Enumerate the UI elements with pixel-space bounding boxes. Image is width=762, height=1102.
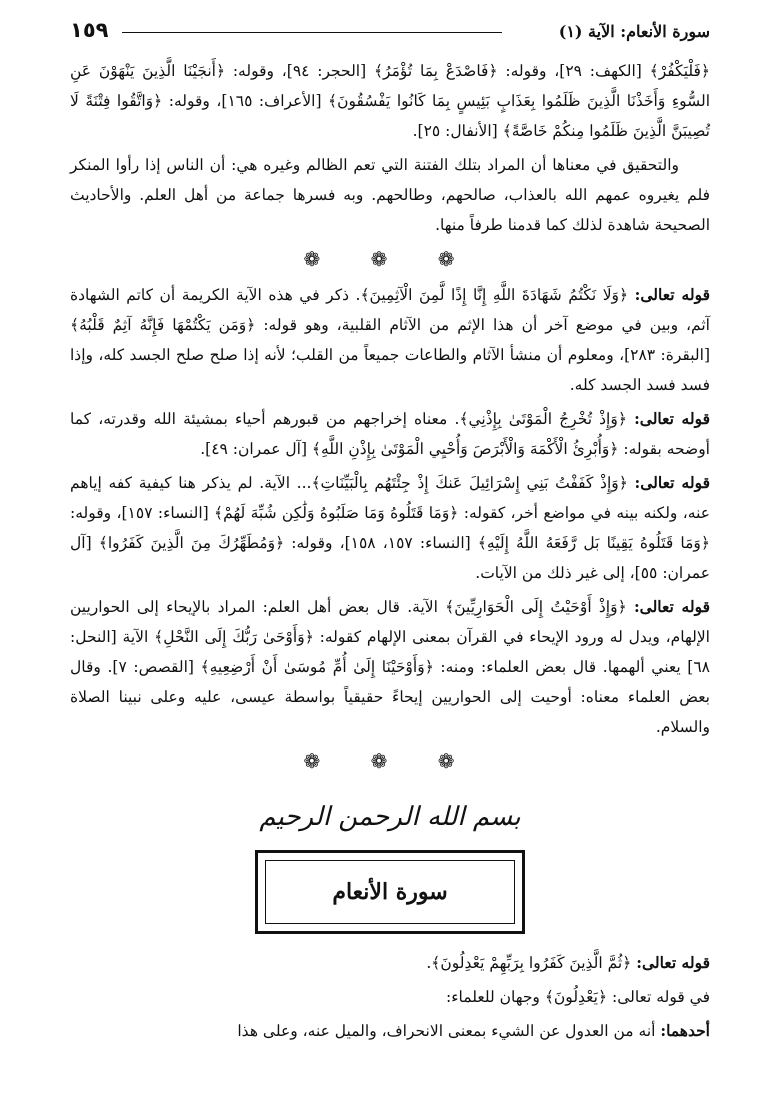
paragraph-hawariyyin	[70, 592, 710, 742]
paragraph-mawta	[70, 404, 710, 464]
paragraph-ahaduhuma	[70, 1016, 710, 1046]
paragraph-text: ﴿وَإِذْ أَوْحَيْتُ إِلَى الْحَوَارِيِّينَ﴾ الآية. قال بعض أهل العلم: المراد بالإيحاء إلى الحواريين الإلهام، ويدل له ورود الإيحاء في القرآن بمعنى الإلهام كقوله: ﴿وَأَوْحَىٰ رَبُّكَ إِلَى النَّحْلِ﴾ الآية [النحل: ٦٨] يعني ألهمها. قال بعض العلماء: ومنه: ﴿وَأَوْحَيْنَا إِلَىٰ أُمِّ مُوسَىٰ أَنْ أَرْضِعِيهِ﴾ [القصص: ٧]. وقال بعض العلماء معناه: أوحيت إلى الحواريين إيحاءً حقيقياً بواسطة عيسى، عليه وعلى نبينا الصلاة والسلام.	[70, 598, 710, 736]
paragraph-text: أنه من العدول عن الشيء بمعنى الانحراف، والميل عنه، وعلى هذا	[237, 1022, 661, 1040]
page-header	[70, 18, 710, 56]
paragraph-lead: قوله تعالى:	[634, 473, 710, 492]
paragraph-lead: قوله تعالى:	[636, 953, 710, 972]
separator-ornament: ❁ ❁ ❁	[303, 749, 477, 773]
paragraph-text: والتحقيق في معناها أن المراد بتلك الفتنة التي تعم الظالم وغيره هي: أن الناس إذا رأوا المنكر فلم يغيروه عمهم الله بالعذاب، صالحهم، وطالحهم. وبه فسرها جماعة من أهل العلم. والأحاديث الصحيحة شاهدة لذلك كما قدمنا طرفاً منها.	[70, 156, 710, 234]
paragraph-text: ﴿ثُمَّ الَّذِينَ كَفَرُوا بِرَبِّهِمْ يَعْدِلُونَ﴾.	[426, 954, 637, 972]
paragraph-fitna	[70, 150, 710, 240]
page-number: ١٥٩	[70, 18, 109, 42]
paragraph-lead: قوله تعالى:	[634, 285, 710, 304]
paragraph-lead: قوله تعالى:	[634, 409, 710, 428]
surah-title: سورة الأنعام	[332, 879, 448, 905]
surah-title-frame	[255, 850, 525, 934]
paragraph-wajhan	[70, 982, 710, 1012]
running-title: سورة الأنعام: الآية (١)	[558, 22, 710, 41]
separator-ornament: ❁ ❁ ❁	[303, 247, 477, 271]
paragraph-kafaftu	[70, 468, 710, 588]
paragraph-text: ﴿فَلْيَكْفُرْ﴾ [الكهف: ٢٩]، وقوله: ﴿فَاصْدَعْ بِمَا تُؤْمَرُ﴾ [الحجر: ٩٤]، وقوله: ﴿أَنجَيْنَا الَّذِينَ يَنْهَوْنَ عَنِ السُّوءِ وَأَخَذْنَا الَّذِينَ ظَلَمُوا بِعَذَابٍ بَئِيسٍ بِمَا كَانُوا يَفْسُقُونَ﴾ [الأعراف: ١٦٥]، وقوله: ﴿وَاتَّقُوا فِتْنَةً لَا تُصِيبَنَّ الَّذِينَ ظَلَمُوا مِنكُمْ خَاصَّةً﴾ [الأنفال: ٢٥].	[70, 62, 710, 140]
basmala-calligraphy: بسم الله الرحمن الرحيم	[259, 802, 521, 832]
header-rule	[122, 32, 502, 33]
paragraph-text: ﴿وَإِذْ تُخْرِجُ الْمَوْتَىٰ بِإِذْنِي﴾. معناه إخراجهم من قبورهم أحياء بمشيئة الله وقدرته، كما أوضحه بقوله: ﴿وَأُبْرِئُ الْأَكْمَهَ وَالْأَبْرَصَ وَأُحْيِي الْمَوْتَىٰ بِإِذْنِ اللَّهِ﴾ [آل عمران: ٤٩].	[70, 410, 710, 458]
paragraph-text: ﴿وَلَا نَكْتُمُ شَهَادَةَ اللَّهِ إِنَّا إِذًا لَّمِنَ الْآثِمِينَ﴾. ذكر في هذه الآية الكريمة أن كاتم الشهادة آثم، وبين في موضع آخر أن هذا الإثم من الآثام القلبية، وهو قوله: ﴿وَمَن يَكْتُمْهَا فَإِنَّهُ آثِمٌ قَلْبُهُ﴾ [البقرة: ٢٨٣]، ومعلوم أن منشأ الآثام والطاعات جميعاً من القلب؛ لأنه إذا صلح صلح الجسد كله، وإذا فسد فسد الجسد كله.	[70, 286, 710, 394]
paragraph-yadiluna	[70, 948, 710, 978]
paragraph-text: ﴿وَإِذْ كَفَفْتُ بَنِي إِسْرَائِيلَ عَنكَ إِذْ جِئْتَهُم بِالْبَيِّنَاتِ﴾... الآية. لم يذكر هنا كيفية كفه إياهم عنه، ولكنه بينه في مواضع أخر، كقوله: ﴿وَمَا قَتَلُوهُ وَمَا صَلَبُوهُ وَلَٰكِن شُبِّهَ لَهُمْ﴾ [النساء: ١٥٧]، وقوله: ﴿وَمَا قَتَلُوهُ يَقِينًا بَل رَّفَعَهُ اللَّهُ إِلَيْهِ﴾ [النساء: ١٥٧، ١٥٨]، وقوله: ﴿وَمُطَهِّرُكَ مِنَ الَّذِينَ كَفَرُوا﴾ [آل عمران: ٥٥]، إلى غير ذلك من الآيات.	[70, 474, 710, 582]
paragraph-lead: قوله تعالى:	[633, 597, 710, 616]
paragraph-continuation	[70, 56, 710, 146]
paragraph-text: في قوله تعالى: ﴿يَعْدِلُونَ﴾ وجهان للعلماء:	[446, 988, 710, 1006]
paragraph-lead: أحدهما:	[660, 1021, 710, 1040]
paragraph-shahada	[70, 280, 710, 400]
page	[70, 18, 710, 1050]
surah-title-inner-frame	[265, 860, 515, 924]
